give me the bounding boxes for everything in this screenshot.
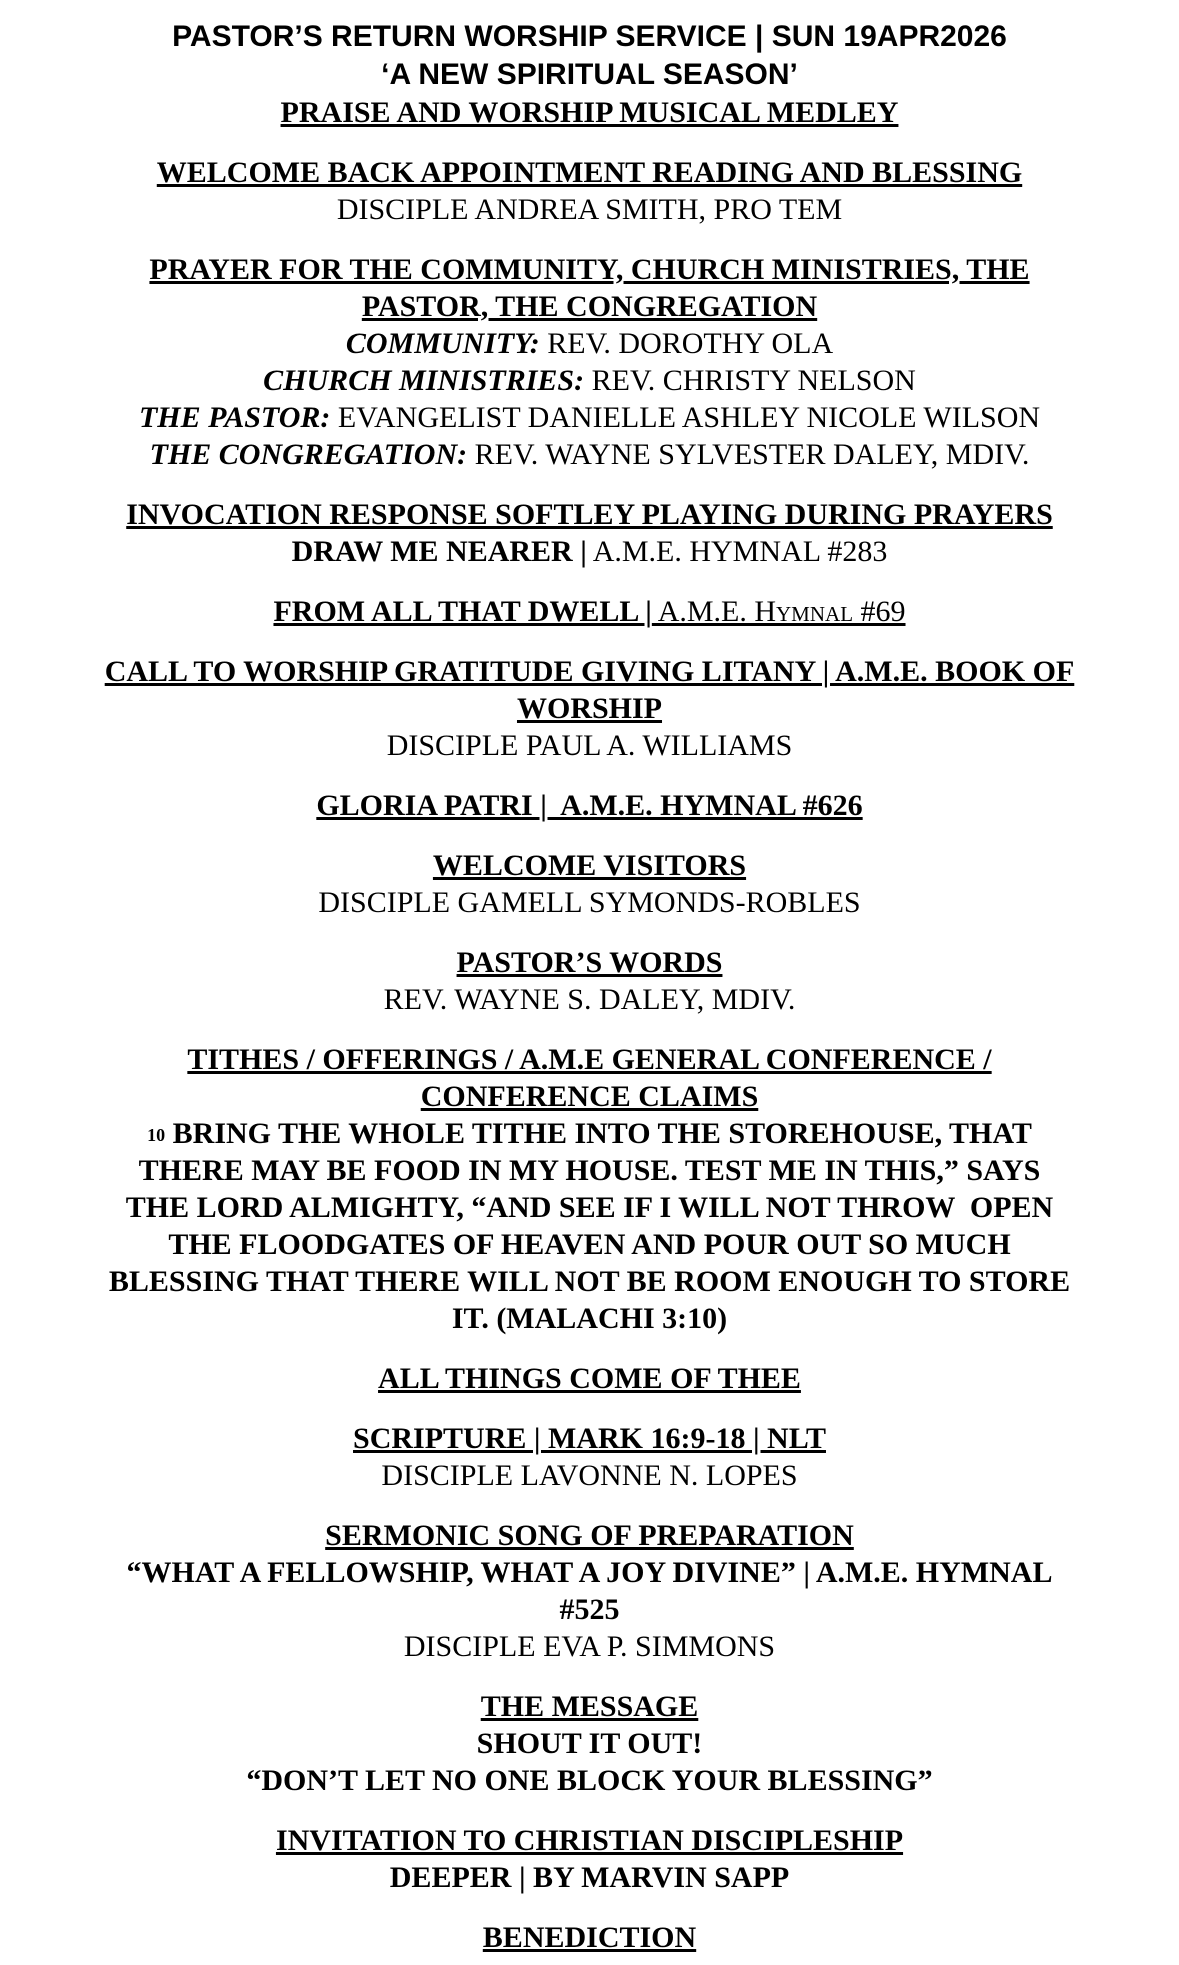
prayer-item-ministries [0,362,1179,399]
prayer-person: REV. WAYNE SYLVESTER DALEY, MDIV. [467,438,1030,471]
prayer-label: THE PASTOR: [138,401,331,434]
message-heading: THE MESSAGE [480,1690,699,1723]
all-things-section [0,1360,1179,1397]
all-things-heading: ALL THINGS COME OF THEE [378,1362,801,1395]
pastor-words-section [0,944,1179,1018]
tithes-verse-line: THE FLOODGATES OF HEAVEN AND POUR OUT SO MUCH [168,1228,1011,1261]
tithes-verse-line: BLESSING THAT THERE WILL NOT BE ROOM ENOUGH TO STORE [108,1265,1071,1298]
gloria-heading: GLORIA PATRI | A.M.E. HYMNAL #626 [316,789,863,822]
prayer-person: EVANGELIST DANIELLE ASHLEY NICOLE WILSON [330,401,1041,434]
tithes-verse-line [0,1115,1179,1152]
tithes-section [0,1041,1179,1337]
sermonic-song-line1: “WHAT A FELLOWSHIP, WHAT A JOY DIVINE” | A.M.E. HYMNAL [126,1556,1053,1589]
service-title: PASTOR’S RETURN WORSHIP SERVICE | SUN 19APR2026 [172,20,1007,53]
prayer-person: REV. DOROTHY OLA [539,327,834,360]
prayer-section [0,251,1179,473]
scripture-heading: SCRIPTURE | MARK 16:9-18 | NLT [353,1422,826,1455]
prayer-item-congregation [0,436,1179,473]
visitors-section [0,847,1179,921]
call-to-worship-section [0,653,1179,764]
call-to-worship-person: DISCIPLE PAUL A. WILLIAMS [386,729,793,762]
visitors-heading: WELCOME VISITORS [432,849,747,882]
welcome-back-heading: WELCOME BACK APPOINTMENT READING AND BLESSING [156,156,1023,189]
sermonic-heading: SERMONIC SONG OF PREPARATION [325,1519,854,1552]
scripture-section [0,1420,1179,1494]
welcome-back-person: DISCIPLE ANDREA SMITH, PRO TEM [336,193,843,226]
message-section [0,1688,1179,1799]
invocation-section [0,496,1179,570]
prayer-item-pastor [0,399,1179,436]
prayer-item-community [0,325,1179,362]
invocation-hymnal: A.M.E. HYMNAL #283 [586,535,888,568]
tithes-heading-line1: TITHES / OFFERINGS / A.M.E GENERAL CONFERENCE / [187,1043,992,1076]
tithes-verse-line: THERE MAY BE FOOD IN MY HOUSE. TEST ME IN THIS,” SAYS [138,1154,1041,1187]
welcome-back-section [0,154,1179,228]
benediction-heading: BENEDICTION [482,1921,697,1954]
invocation-song [0,533,1179,570]
scripture-person: DISCIPLE LAVONNE N. LOPES [381,1459,798,1492]
message-line1: SHOUT IT OUT! [476,1727,703,1760]
prayer-heading-line2: PASTOR, THE CONGREGATION [361,290,818,323]
from-all-line [0,593,1179,630]
gloria-section [0,787,1179,824]
pastor-words-person: REV. WAYNE S. DALEY, MDIV. [383,983,796,1016]
invocation-song-title: DRAW ME NEARER | [291,535,587,568]
invocation-heading: INVOCATION RESPONSE SOFTLEY PLAYING DURING PRAYERS [126,498,1053,531]
praise-heading: PRAISE AND WORSHIP MUSICAL MEDLEY [280,96,899,129]
pastor-words-heading: PASTOR’S WORDS [456,946,723,979]
prayer-label: COMMUNITY: [345,327,540,360]
sermonic-song-line2: #525 [559,1593,620,1626]
from-all-hymnal: A.M.E. Hymnal #69 [651,595,906,628]
message-line2: “DON’T LET NO ONE BLOCK YOUR BLESSING” [246,1764,933,1797]
invitation-heading: INVITATION TO CHRISTIAN DISCIPLESHIP [275,1824,904,1857]
prayer-label: THE CONGREGATION: [149,438,468,471]
sermonic-person: DISCIPLE EVA P. SIMMONS [403,1630,776,1663]
call-to-worship-heading-line2: WORSHIP [516,692,663,725]
from-all-section [0,593,1179,630]
invitation-song: DEEPER | BY MARVIN SAPP [389,1861,790,1894]
call-to-worship-heading-line1: CALL TO WORSHIP GRATITUDE GIVING LITANY | A.M.E. BOOK OF [104,655,1075,688]
from-all-title: FROM ALL THAT DWELL | [273,595,652,628]
prayer-heading-line1: PRAYER FOR THE COMMUNITY, CHURCH MINISTRIES, THE [149,253,1030,286]
service-subtitle: ‘A NEW SPIRITUAL SEASON’ [381,58,798,91]
verse-text: BRING THE WHOLE TITHE INTO THE STOREHOUSE, THAT [165,1117,1032,1150]
benediction-section [0,1919,1179,1956]
prayer-person: REV. CHRISTY NELSON [584,364,916,397]
invitation-section [0,1822,1179,1896]
tithes-verse-line: IT. (MALACHI 3:10) [451,1302,728,1335]
sermonic-section [0,1517,1179,1665]
tithes-heading-line2: CONFERENCE CLAIMS [420,1080,759,1113]
prayer-label: CHURCH MINISTRIES: [263,364,585,397]
verse-number: 10 [147,1125,166,1145]
tithes-verse-line: THE LORD ALMIGHTY, “AND SEE IF I WILL NOT THROW OPEN [125,1191,1054,1224]
visitors-person: DISCIPLE GAMELL SYMONDS-ROBLES [318,886,861,919]
